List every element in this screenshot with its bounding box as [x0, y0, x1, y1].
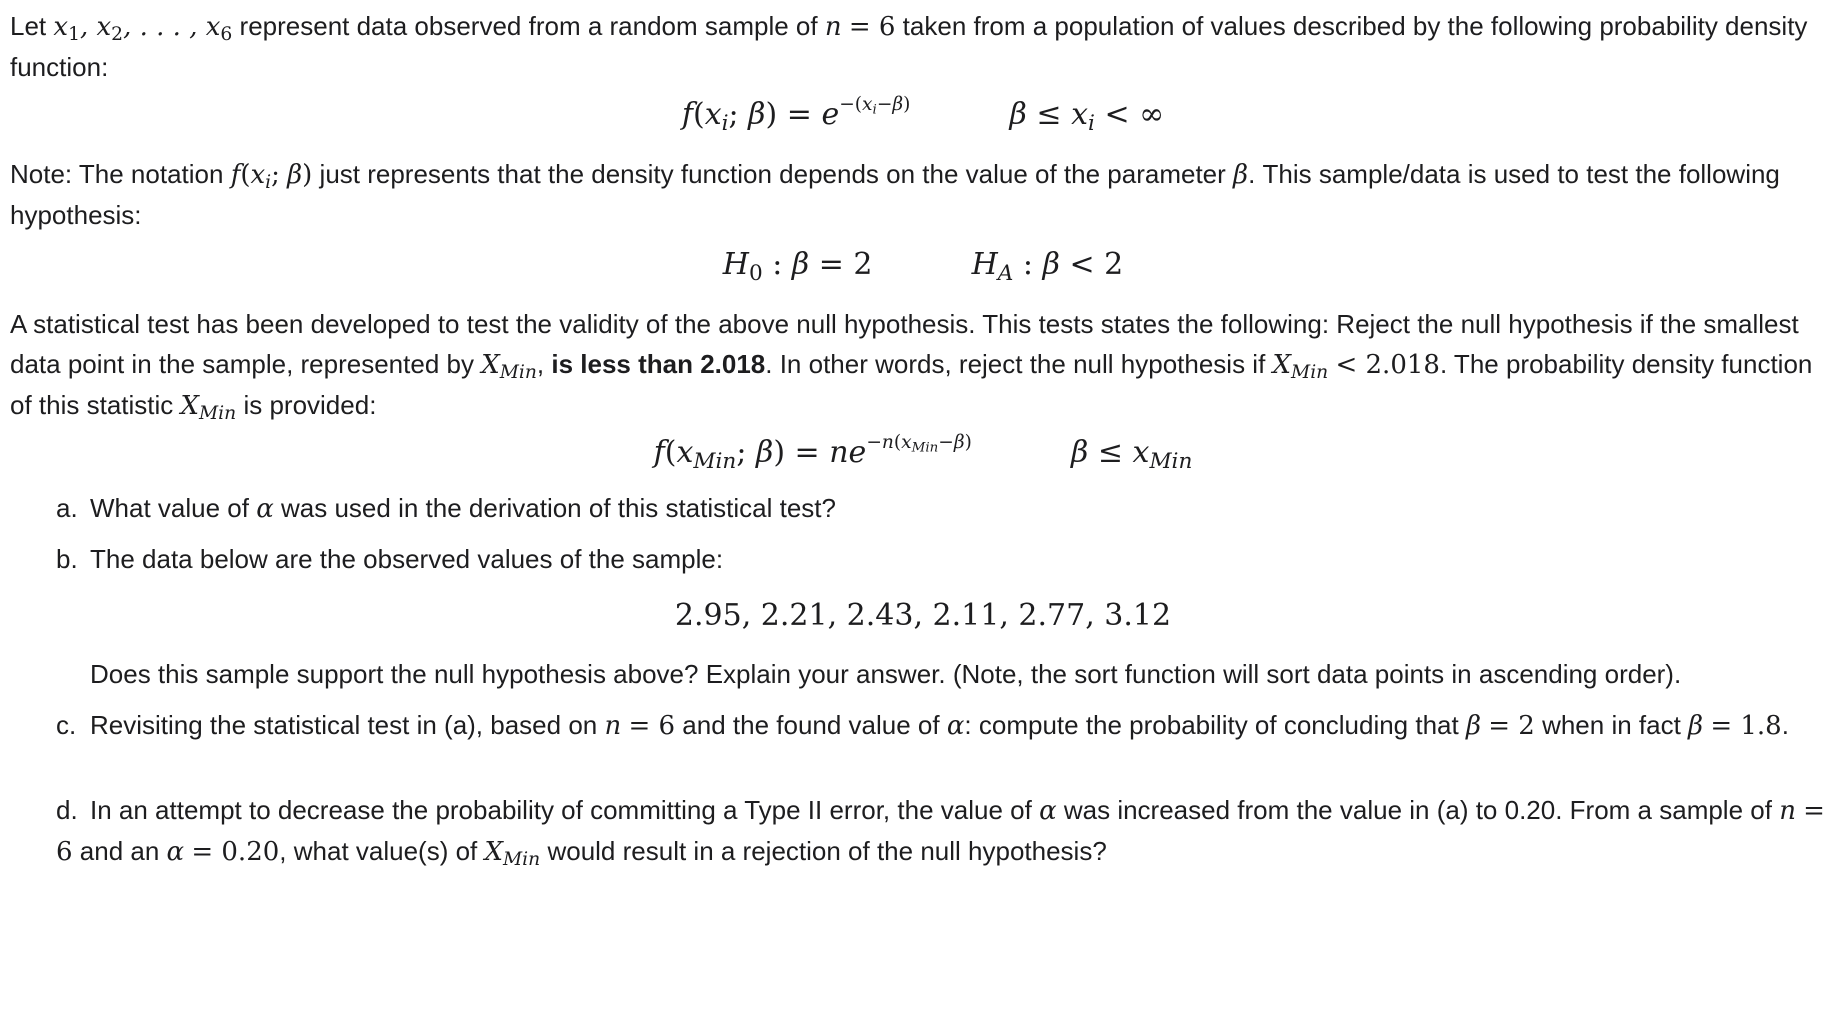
question-b: b. The data below are the observed values of the sample:: [56, 544, 724, 574]
hypothesis-equation: $H_0$ : β = 2 $H_A$ : β < 2: [722, 247, 1124, 287]
question-d: d. In an attempt to decrease the probability of committing a Type II error, the value of α was increased from the value in (a) to 0.20. From a sample of n = 6 and an α = 0.20, what value(s) of $X_{Min}$ would result in a rejection of the null hypothesis?: [56, 795, 1825, 871]
sample-data: 2.95, 2.21, 2.43, 2.11, 2.77, 3.12: [674, 598, 1172, 633]
density-equation: $f(x_i$; $\beta) = e^{-(x_i-\beta)}$ $\beta \le x_i$ < ∞: [681, 94, 1165, 137]
test-paragraph: A statistical test has been developed to test the validity of the above null hypothesis. This tests states the following: Reject the null hypothesis if the smallest data point in the sample, represented by $X_{Min}$, is less than 2.018. In other words, reject the null hypothesis if $X_{Min} < 2.018$. The probability density function of this statistic $X_{Min}$ is provided:: [10, 309, 1813, 425]
question-c: c. Revisiting the statistical test in (a), based on n = 6 and the found value of α: compute the probability of concluding that β = 2 when in fact β = 1.8.: [56, 710, 1789, 741]
sample-vars: $x_1$, $x_2$, . . . , $x_6$: [53, 12, 233, 46]
min-density-equation: $f(x_{Min}$; $\beta) = ne^{-n(x_{Min}-\beta)}$ $\beta \le x_{Min}$: [653, 432, 1193, 475]
note-paragraph: Note: The notation $f(x_i$; β) just represents that the density function depends on the value of the parameter β. This sample/data is used to test the following hypothesis:: [10, 159, 1780, 230]
question-a: a. What value of α was used in the derivation of this statistical test?: [56, 493, 836, 524]
intro-paragraph: Let $x_1$, $x_2$, . . . , $x_6$ represent data observed from a random sample of n = 6 taken from a population of values described by the following probability density function:: [10, 11, 1808, 82]
sample-size: n = 6: [824, 12, 896, 42]
question-b-prompt: Does this sample support the null hypothesis above? Explain your answer. (Note, the sort function will sort data points in ascending order).: [90, 659, 1682, 689]
